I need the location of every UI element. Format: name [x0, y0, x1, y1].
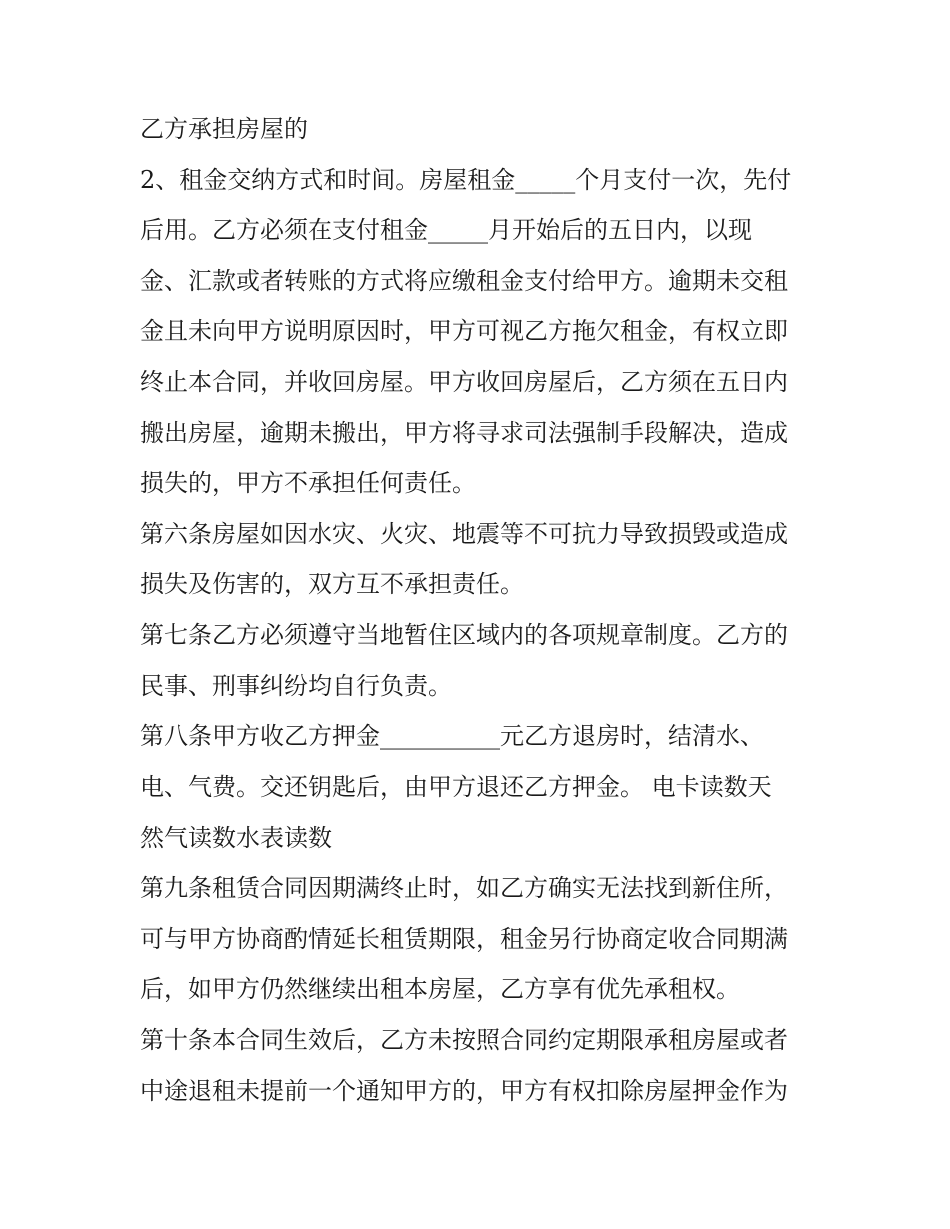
text-line: 第九条租赁合同因期满终止时，如乙方确实无法找到新住所，	[140, 874, 788, 902]
text-line: 民事、刑事纠纷均自行负责。	[140, 672, 452, 700]
text-line: 2、租金交纳方式和时间。房屋租金_____个月支付一次，先付	[140, 166, 792, 194]
text-line: 后，如甲方仍然继续出租本房屋，乙方享有优先承租权。	[140, 975, 740, 1003]
text-line: 电、气费。交还钥匙后，由甲方退还乙方押金。 电卡读数天	[140, 773, 772, 801]
text-line: 可与甲方协商酌情延长租赁期限，租金另行协商定收合同期满	[140, 925, 788, 953]
text-line: 终止本合同，并收回房屋。甲方收回房屋后，乙方须在五日内	[140, 368, 788, 396]
text-line: 第七条乙方必须遵守当地暂住区域内的各项规章制度。乙方的	[140, 621, 788, 649]
text-line: 后用。乙方必须在支付租金_____月开始后的五日内，以现	[140, 216, 752, 244]
text-line: 然气读数水表读数	[140, 824, 332, 852]
text-line: 第八条甲方收乙方押金__________元乙方退房时，结清水、	[140, 722, 764, 750]
text-line: 第六条房屋如因水灾、火灾、地震等不可抗力导致损毁或造成	[140, 520, 788, 548]
text-line: 金且未向甲方说明原因时，甲方可视乙方拖欠租金，有权立即	[140, 317, 788, 345]
text-line: 乙方承担房屋的	[140, 115, 308, 143]
text-line: 损失及伤害的，双方互不承担责任。	[140, 570, 524, 598]
text-line: 中途退租未提前一个通知甲方的，甲方有权扣除房屋押金作为	[140, 1077, 788, 1105]
text-line: 损失的，甲方不承担任何责任。	[140, 469, 476, 497]
text-line: 第十条本合同生效后，乙方未按照合同约定期限承租房屋或者	[140, 1026, 788, 1054]
text-line: 金、汇款或者转账的方式将应缴租金支付给甲方。逾期未交租	[140, 267, 788, 295]
text-line: 搬出房屋，逾期未搬出，甲方将寻求司法强制手段解决，造成	[140, 419, 788, 447]
